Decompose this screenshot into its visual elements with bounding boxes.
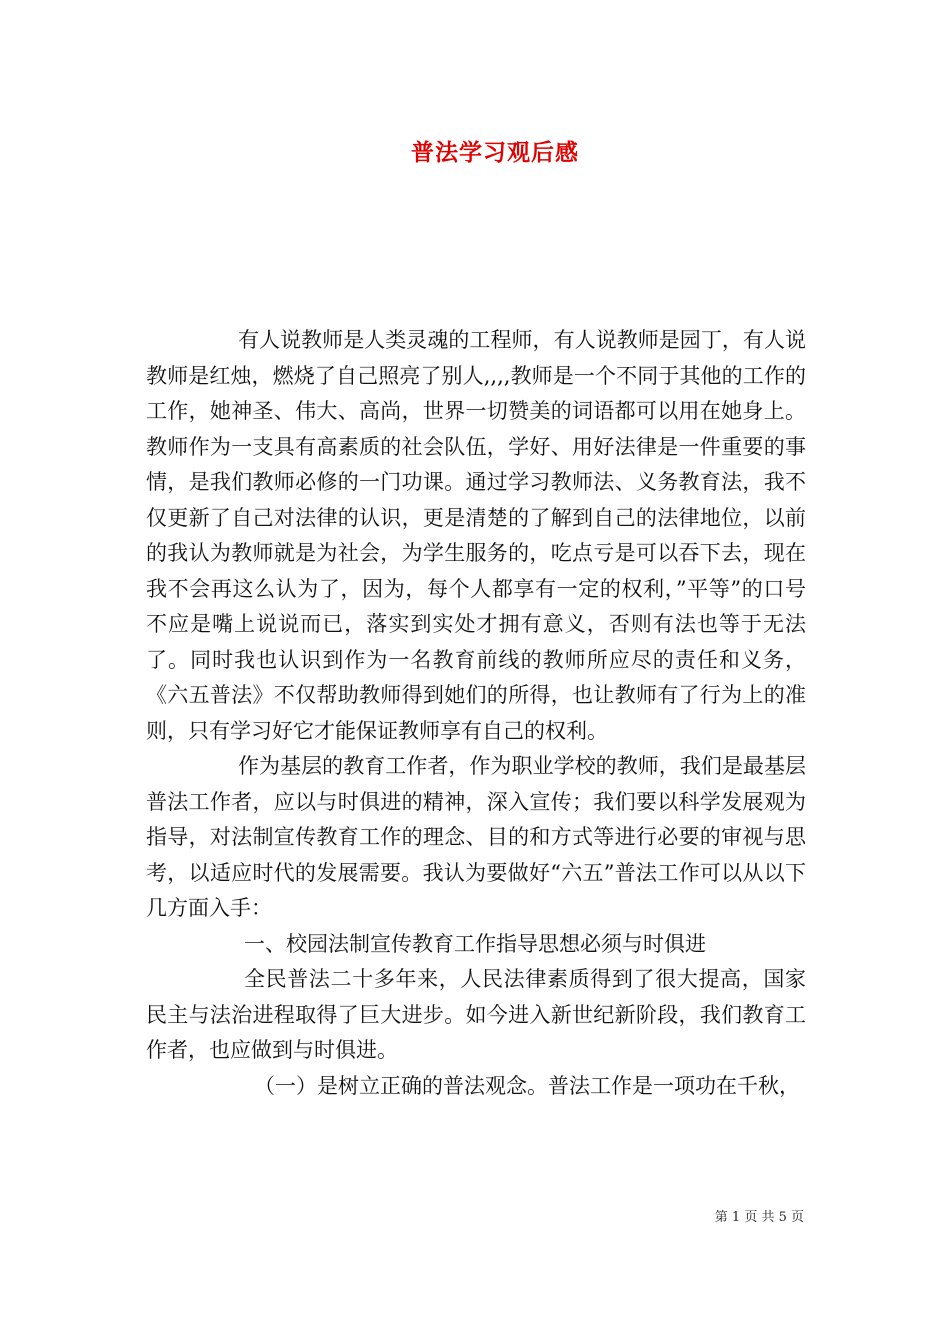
page-number: 第 1 页 共 5 页 <box>714 1210 804 1225</box>
paragraph: （一）是树立正确的普法观念。普法工作是一项功在千秋， <box>254 1073 800 1098</box>
document-title: 普法学习观后感 <box>411 139 579 166</box>
section-heading: 一、校园法制宣传教育工作指导思想必须与时俱进 <box>244 931 706 956</box>
document-body <box>146 323 806 1104</box>
paragraph: 全民普法二十多年来，人民法律素质得到了很大提高，国家民主与法治进程取得了巨大进步。如今进入新世纪新阶段，我们教育工作者，也应做到与时俱进。 <box>146 967 806 1062</box>
paragraph: 有人说教师是人类灵魂的工程师，有人说教师是园丁，有人说教师是红烛，燃烧了自己照亮了别人,,,,教师是一个不同于其他的工作的工作，她神圣、伟大、高尚，世界一切赞美的词语都可以用在她身上。教师作为一支具有高素质的社会队伍，学好、用好法律是一件重要的事情，是我们教师必修的一门功课。通过学习教师法、义务教育法，我不仅更新了自己对法律的认识，更是清楚的了解到自己的法律地位，以前的我认为教师就是为社会，为学生服务的，吃点亏是可以吞下去，现在我不会再这么认为了，因为，每个人都享有一定的权利，”平等”的口号不应是嘴上说说而已，落实到实处才拥有意义，否则有法也等于无法了。同时我也认识到作为一名教育前线的教师所应尽的责任和义务，《六五普法》不仅帮助教师得到她们的所得，也让教师有了行为上的准则，只有学习好它才能保证教师享有自己的权利。 <box>146 328 806 743</box>
paragraph: 作为基层的教育工作者，作为职业学校的教师，我们是最基层普法工作者，应以与时俱进的精神，深入宣传；我们要以科学发展观为指导，对法制宣传教育工作的理念、目的和方式等进行必要的审视与思考，以适应时代的发展需要。我认为要做好“六五”普法工作可以从以下几方面入手： <box>146 754 806 920</box>
